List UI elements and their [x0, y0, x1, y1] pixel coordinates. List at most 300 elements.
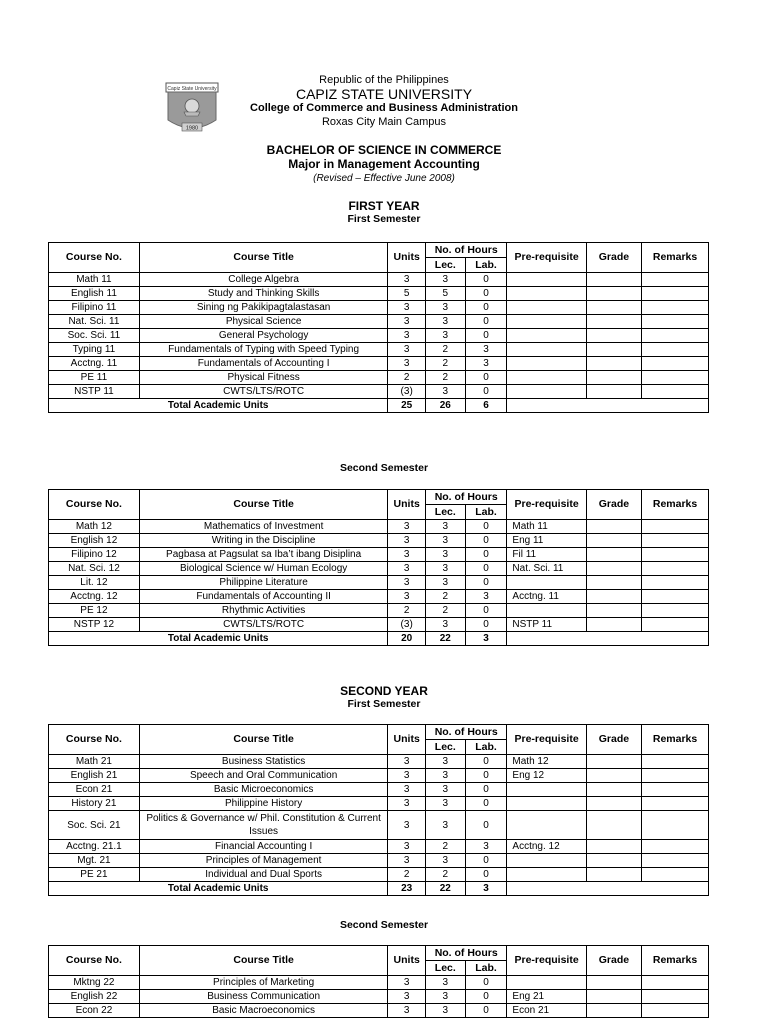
units-cell: 3 — [388, 273, 426, 287]
course-no-cell: Lit. 12 — [49, 576, 140, 590]
total-lab: 3 — [465, 882, 507, 896]
units-cell: 3 — [388, 976, 426, 990]
prerequisite-cell: Acctng. 11 — [507, 590, 586, 604]
table-row — [49, 562, 709, 576]
table-header-row — [49, 490, 709, 505]
lec-hours-cell: 2 — [425, 868, 465, 882]
total-lec: 22 — [425, 882, 465, 896]
course-no-cell: Math 12 — [49, 520, 140, 534]
column-header-lab: Lab. — [465, 505, 507, 520]
course-title-cell: Basic Microeconomics — [139, 783, 388, 797]
units-cell: (3) — [388, 385, 426, 399]
lab-hours-cell: 0 — [465, 990, 507, 1004]
lab-hours-cell: 0 — [465, 273, 507, 287]
remarks-cell — [642, 976, 709, 990]
lab-hours-cell: 0 — [465, 534, 507, 548]
course-no-cell: Filipino 12 — [49, 548, 140, 562]
prerequisite-cell — [507, 315, 586, 329]
remarks-cell — [642, 868, 709, 882]
units-cell: 3 — [388, 343, 426, 357]
course-table — [48, 489, 709, 646]
column-header-lab: Lab. — [465, 258, 507, 273]
major-title: Major in Management Accounting — [288, 157, 480, 171]
table-row — [49, 287, 709, 301]
column-header-course-no: Course No. — [49, 490, 140, 520]
course-title-cell: College Algebra — [139, 273, 388, 287]
course-no-cell: PE 21 — [49, 868, 140, 882]
column-header-prerequisite: Pre-requisite — [507, 946, 586, 976]
lec-hours-cell: 3 — [425, 273, 465, 287]
prerequisite-cell: Math 12 — [507, 755, 586, 769]
course-no-cell: Econ 22 — [49, 1004, 140, 1018]
prerequisite-cell — [507, 343, 586, 357]
units-cell: 3 — [388, 590, 426, 604]
table-row — [49, 604, 709, 618]
course-no-cell: Math 11 — [49, 273, 140, 287]
table-row — [49, 868, 709, 882]
lab-hours-cell: 0 — [465, 868, 507, 882]
units-cell: 3 — [388, 783, 426, 797]
total-blank — [507, 632, 709, 646]
units-cell: 3 — [388, 576, 426, 590]
table-row — [49, 1004, 709, 1018]
grade-cell — [586, 343, 641, 357]
remarks-cell — [642, 590, 709, 604]
total-label: Total Academic Units — [49, 882, 388, 896]
column-header-course-no: Course No. — [49, 725, 140, 755]
prerequisite-cell — [507, 576, 586, 590]
document-header — [0, 74, 768, 194]
table-row — [49, 755, 709, 769]
prerequisite-cell — [507, 783, 586, 797]
column-header-units: Units — [388, 490, 426, 520]
revision-note: (Revised – Effective June 2008) — [313, 173, 455, 184]
lec-hours-cell: 3 — [425, 783, 465, 797]
lab-hours-cell: 0 — [465, 797, 507, 811]
column-header-course-no: Course No. — [49, 243, 140, 273]
table-row — [49, 590, 709, 604]
lab-hours-cell: 0 — [465, 385, 507, 399]
grade-cell — [586, 357, 641, 371]
units-cell: 3 — [388, 329, 426, 343]
total-units: 23 — [388, 882, 426, 896]
prerequisite-cell: Nat. Sci. 11 — [507, 562, 586, 576]
remarks-cell — [642, 604, 709, 618]
prerequisite-cell: Acctng. 12 — [507, 840, 586, 854]
column-header-lec: Lec. — [425, 740, 465, 755]
course-no-cell: Mgt. 21 — [49, 854, 140, 868]
remarks-cell — [642, 371, 709, 385]
semester-title-2-2: Second Semester — [339, 919, 429, 931]
units-cell: 3 — [388, 562, 426, 576]
units-cell: 3 — [388, 769, 426, 783]
table-row — [49, 976, 709, 990]
course-title-cell: CWTS/LTS/ROTC — [139, 618, 388, 632]
grade-cell — [586, 990, 641, 1004]
remarks-cell — [642, 576, 709, 590]
course-title-cell: Principles of Marketing — [139, 976, 388, 990]
remarks-cell — [642, 811, 709, 840]
column-header-remarks: Remarks — [642, 725, 709, 755]
table-row — [49, 273, 709, 287]
course-title-cell: Fundamentals of Accounting II — [139, 590, 388, 604]
course-no-cell: NSTP 12 — [49, 618, 140, 632]
lec-hours-cell: 3 — [425, 811, 465, 840]
remarks-cell — [642, 301, 709, 315]
column-header-lab: Lab. — [465, 961, 507, 976]
course-no-cell: English 11 — [49, 287, 140, 301]
grade-cell — [586, 371, 641, 385]
lab-hours-cell: 0 — [465, 520, 507, 534]
lab-hours-cell: 0 — [465, 811, 507, 840]
course-title-cell: Politics & Governance w/ Phil. Constitution & Current Issues — [139, 811, 388, 840]
column-header-hours: No. of Hours — [425, 243, 506, 258]
remarks-cell — [642, 548, 709, 562]
column-header-remarks: Remarks — [642, 490, 709, 520]
total-lec: 26 — [425, 399, 465, 413]
course-no-cell: PE 11 — [49, 371, 140, 385]
lec-hours-cell: 3 — [425, 976, 465, 990]
grade-cell — [586, 769, 641, 783]
course-no-cell: Mktng 22 — [49, 976, 140, 990]
units-cell: 3 — [388, 1004, 426, 1018]
column-header-lec: Lec. — [425, 258, 465, 273]
table-row — [49, 301, 709, 315]
prerequisite-cell — [507, 329, 586, 343]
column-header-lec: Lec. — [425, 505, 465, 520]
grade-cell — [586, 520, 641, 534]
lec-hours-cell: 2 — [425, 343, 465, 357]
table-row — [49, 854, 709, 868]
prerequisite-cell — [507, 797, 586, 811]
total-lab: 6 — [465, 399, 507, 413]
grade-cell — [586, 868, 641, 882]
remarks-cell — [642, 343, 709, 357]
lab-hours-cell: 0 — [465, 548, 507, 562]
course-table — [48, 945, 709, 1018]
course-no-cell: Acctng. 11 — [49, 357, 140, 371]
units-cell: 3 — [388, 854, 426, 868]
course-no-cell: Math 21 — [49, 755, 140, 769]
degree-title: BACHELOR OF SCIENCE IN COMMERCE — [266, 143, 502, 157]
units-cell: 2 — [388, 868, 426, 882]
lab-hours-cell: 0 — [465, 301, 507, 315]
column-header-grade: Grade — [586, 243, 641, 273]
units-cell: 2 — [388, 371, 426, 385]
total-row — [49, 882, 709, 896]
remarks-cell — [642, 273, 709, 287]
prerequisite-cell: Fil 11 — [507, 548, 586, 562]
units-cell: 3 — [388, 534, 426, 548]
units-cell: 3 — [388, 797, 426, 811]
remarks-cell — [642, 534, 709, 548]
prerequisite-cell: NSTP 11 — [507, 618, 586, 632]
course-table — [48, 242, 709, 413]
prerequisite-cell — [507, 357, 586, 371]
course-title-cell: Principles of Management — [139, 854, 388, 868]
column-header-prerequisite: Pre-requisite — [507, 243, 586, 273]
units-cell: 3 — [388, 990, 426, 1004]
course-no-cell: Acctng. 21.1 — [49, 840, 140, 854]
remarks-cell — [642, 562, 709, 576]
course-no-cell: NSTP 11 — [49, 385, 140, 399]
column-header-course-title: Course Title — [139, 243, 388, 273]
course-title-cell: Business Statistics — [139, 755, 388, 769]
lec-hours-cell: 3 — [425, 1004, 465, 1018]
lab-hours-cell: 0 — [465, 769, 507, 783]
grade-cell — [586, 797, 641, 811]
course-title-cell: Physical Fitness — [139, 371, 388, 385]
grade-cell — [586, 385, 641, 399]
course-title-cell: Sining ng Pakikipagtalastasan — [139, 301, 388, 315]
grade-cell — [586, 562, 641, 576]
remarks-cell — [642, 783, 709, 797]
column-header-units: Units — [388, 946, 426, 976]
table-header-row — [49, 946, 709, 961]
grade-cell — [586, 287, 641, 301]
prerequisite-cell — [507, 976, 586, 990]
prerequisite-cell — [507, 287, 586, 301]
total-units: 20 — [388, 632, 426, 646]
units-cell: (3) — [388, 618, 426, 632]
total-lab: 3 — [465, 632, 507, 646]
column-header-remarks: Remarks — [642, 946, 709, 976]
year-title-first: FIRST YEAR — [348, 199, 420, 213]
course-title-cell: Speech and Oral Communication — [139, 769, 388, 783]
remarks-cell — [642, 755, 709, 769]
remarks-cell — [642, 990, 709, 1004]
total-lec: 22 — [425, 632, 465, 646]
grade-cell — [586, 755, 641, 769]
grade-cell — [586, 976, 641, 990]
table-row — [49, 357, 709, 371]
total-row — [49, 399, 709, 413]
grade-cell — [586, 273, 641, 287]
total-blank — [507, 399, 709, 413]
course-no-cell: Soc. Sci. 11 — [49, 329, 140, 343]
lab-hours-cell: 0 — [465, 1004, 507, 1018]
grade-cell — [586, 840, 641, 854]
lec-hours-cell: 3 — [425, 797, 465, 811]
table-row — [49, 343, 709, 357]
course-no-cell: Nat. Sci. 12 — [49, 562, 140, 576]
lab-hours-cell: 0 — [465, 371, 507, 385]
prerequisite-cell: Eng 11 — [507, 534, 586, 548]
lab-hours-cell: 0 — [465, 755, 507, 769]
column-header-hours: No. of Hours — [425, 946, 506, 961]
course-title-cell: Writing in the Discipline — [139, 534, 388, 548]
grade-cell — [586, 854, 641, 868]
course-title-cell: Biological Science w/ Human Ecology — [139, 562, 388, 576]
course-title-cell: Financial Accounting I — [139, 840, 388, 854]
table-row — [49, 534, 709, 548]
column-header-lab: Lab. — [465, 740, 507, 755]
remarks-cell — [642, 520, 709, 534]
table-row — [49, 840, 709, 854]
remarks-cell — [642, 618, 709, 632]
grade-cell — [586, 548, 641, 562]
lec-hours-cell: 3 — [425, 315, 465, 329]
prerequisite-cell — [507, 301, 586, 315]
course-title-cell: Study and Thinking Skills — [139, 287, 388, 301]
course-table — [48, 724, 709, 896]
remarks-cell — [642, 854, 709, 868]
course-no-cell: Econ 21 — [49, 783, 140, 797]
lec-hours-cell: 5 — [425, 287, 465, 301]
course-no-cell: English 12 — [49, 534, 140, 548]
course-title-cell: Fundamentals of Accounting I — [139, 357, 388, 371]
column-header-units: Units — [388, 725, 426, 755]
course-no-cell: Soc. Sci. 21 — [49, 811, 140, 840]
lab-hours-cell: 3 — [465, 343, 507, 357]
table-row — [49, 783, 709, 797]
lec-hours-cell: 3 — [425, 990, 465, 1004]
lab-hours-cell: 0 — [465, 576, 507, 590]
table-header-row — [49, 243, 709, 258]
prerequisite-cell: Math 11 — [507, 520, 586, 534]
table-row — [49, 548, 709, 562]
grade-cell — [586, 301, 641, 315]
lec-hours-cell: 3 — [425, 854, 465, 868]
column-header-lec: Lec. — [425, 961, 465, 976]
course-no-cell: History 21 — [49, 797, 140, 811]
units-cell: 5 — [388, 287, 426, 301]
prerequisite-cell: Eng 12 — [507, 769, 586, 783]
units-cell: 3 — [388, 811, 426, 840]
prerequisite-cell — [507, 371, 586, 385]
remarks-cell — [642, 769, 709, 783]
lec-hours-cell: 3 — [425, 548, 465, 562]
column-header-hours: No. of Hours — [425, 725, 506, 740]
remarks-cell — [642, 357, 709, 371]
campus-name: Roxas City Main Campus — [321, 116, 447, 128]
units-cell: 3 — [388, 301, 426, 315]
prerequisite-cell — [507, 854, 586, 868]
lec-hours-cell: 2 — [425, 840, 465, 854]
units-cell: 3 — [388, 315, 426, 329]
units-cell: 3 — [388, 357, 426, 371]
course-no-cell: Acctng. 12 — [49, 590, 140, 604]
svg-text:1980: 1980 — [185, 125, 199, 132]
prerequisite-cell: Eng 21 — [507, 990, 586, 1004]
lab-hours-cell: 0 — [465, 287, 507, 301]
course-title-cell: Rhythmic Activities — [139, 604, 388, 618]
lab-hours-cell: 0 — [465, 562, 507, 576]
units-cell: 3 — [388, 548, 426, 562]
remarks-cell — [642, 797, 709, 811]
lab-hours-cell: 0 — [465, 329, 507, 343]
grade-cell — [586, 604, 641, 618]
grade-cell — [586, 315, 641, 329]
lab-hours-cell: 0 — [465, 783, 507, 797]
lab-hours-cell: 0 — [465, 618, 507, 632]
table-row — [49, 385, 709, 399]
table-header-row — [49, 725, 709, 740]
table-row — [49, 520, 709, 534]
column-header-units: Units — [388, 243, 426, 273]
total-units: 25 — [388, 399, 426, 413]
course-title-cell: Mathematics of Investment — [139, 520, 388, 534]
lec-hours-cell: 3 — [425, 534, 465, 548]
semester-title-1-1: First Semester — [347, 213, 421, 225]
lab-hours-cell: 3 — [465, 357, 507, 371]
remarks-cell — [642, 287, 709, 301]
grade-cell — [586, 590, 641, 604]
grade-cell — [586, 618, 641, 632]
lec-hours-cell: 3 — [425, 562, 465, 576]
course-no-cell: PE 12 — [49, 604, 140, 618]
prerequisite-cell — [507, 273, 586, 287]
remarks-cell — [642, 385, 709, 399]
prerequisite-cell — [507, 604, 586, 618]
remarks-cell — [642, 1004, 709, 1018]
grade-cell — [586, 534, 641, 548]
column-header-prerequisite: Pre-requisite — [507, 725, 586, 755]
prerequisite-cell — [507, 868, 586, 882]
republic-line: Republic of the Philippines — [319, 74, 449, 86]
remarks-cell — [642, 315, 709, 329]
course-no-cell: Nat. Sci. 11 — [49, 315, 140, 329]
lec-hours-cell: 2 — [425, 590, 465, 604]
table-row — [49, 797, 709, 811]
lec-hours-cell: 3 — [425, 329, 465, 343]
lab-hours-cell: 3 — [465, 840, 507, 854]
course-title-cell: Pagbasa at Pagsulat sa Iba’t ibang Disiplina — [139, 548, 388, 562]
course-title-cell: General Psychology — [139, 329, 388, 343]
table-row — [49, 371, 709, 385]
remarks-cell — [642, 840, 709, 854]
lec-hours-cell: 3 — [425, 618, 465, 632]
course-title-cell: Fundamentals of Typing with Speed Typing — [139, 343, 388, 357]
table-row — [49, 618, 709, 632]
lec-hours-cell: 3 — [425, 576, 465, 590]
course-no-cell: Typing 11 — [49, 343, 140, 357]
table-row — [49, 811, 709, 840]
college-name: College of Commerce and Business Administration — [250, 102, 518, 114]
course-title-cell: Individual and Dual Sports — [139, 868, 388, 882]
units-cell: 3 — [388, 520, 426, 534]
table-row — [49, 315, 709, 329]
lab-hours-cell: 0 — [465, 315, 507, 329]
semester-title-1-2: Second Semester — [339, 462, 429, 474]
table-row — [49, 329, 709, 343]
lec-hours-cell: 3 — [425, 520, 465, 534]
column-header-course-title: Course Title — [139, 490, 388, 520]
column-header-course-title: Course Title — [139, 946, 388, 976]
column-header-prerequisite: Pre-requisite — [507, 490, 586, 520]
grade-cell — [586, 1004, 641, 1018]
grade-cell — [586, 329, 641, 343]
total-row — [49, 632, 709, 646]
column-header-remarks: Remarks — [642, 243, 709, 273]
lec-hours-cell: 3 — [425, 301, 465, 315]
table-row — [49, 769, 709, 783]
course-no-cell: English 22 — [49, 990, 140, 1004]
units-cell: 3 — [388, 840, 426, 854]
lec-hours-cell: 2 — [425, 371, 465, 385]
course-title-cell: Philippine Literature — [139, 576, 388, 590]
svg-text:Capiz State University: Capiz State University — [167, 86, 217, 92]
prerequisite-cell: Econ 21 — [507, 1004, 586, 1018]
lab-hours-cell: 0 — [465, 604, 507, 618]
course-title-cell: Philippine History — [139, 797, 388, 811]
course-title-cell: CWTS/LTS/ROTC — [139, 385, 388, 399]
lab-hours-cell: 0 — [465, 854, 507, 868]
lec-hours-cell: 2 — [425, 604, 465, 618]
grade-cell — [586, 783, 641, 797]
prerequisite-cell — [507, 811, 586, 840]
university-name: CAPIZ STATE UNIVERSITY — [295, 86, 473, 102]
